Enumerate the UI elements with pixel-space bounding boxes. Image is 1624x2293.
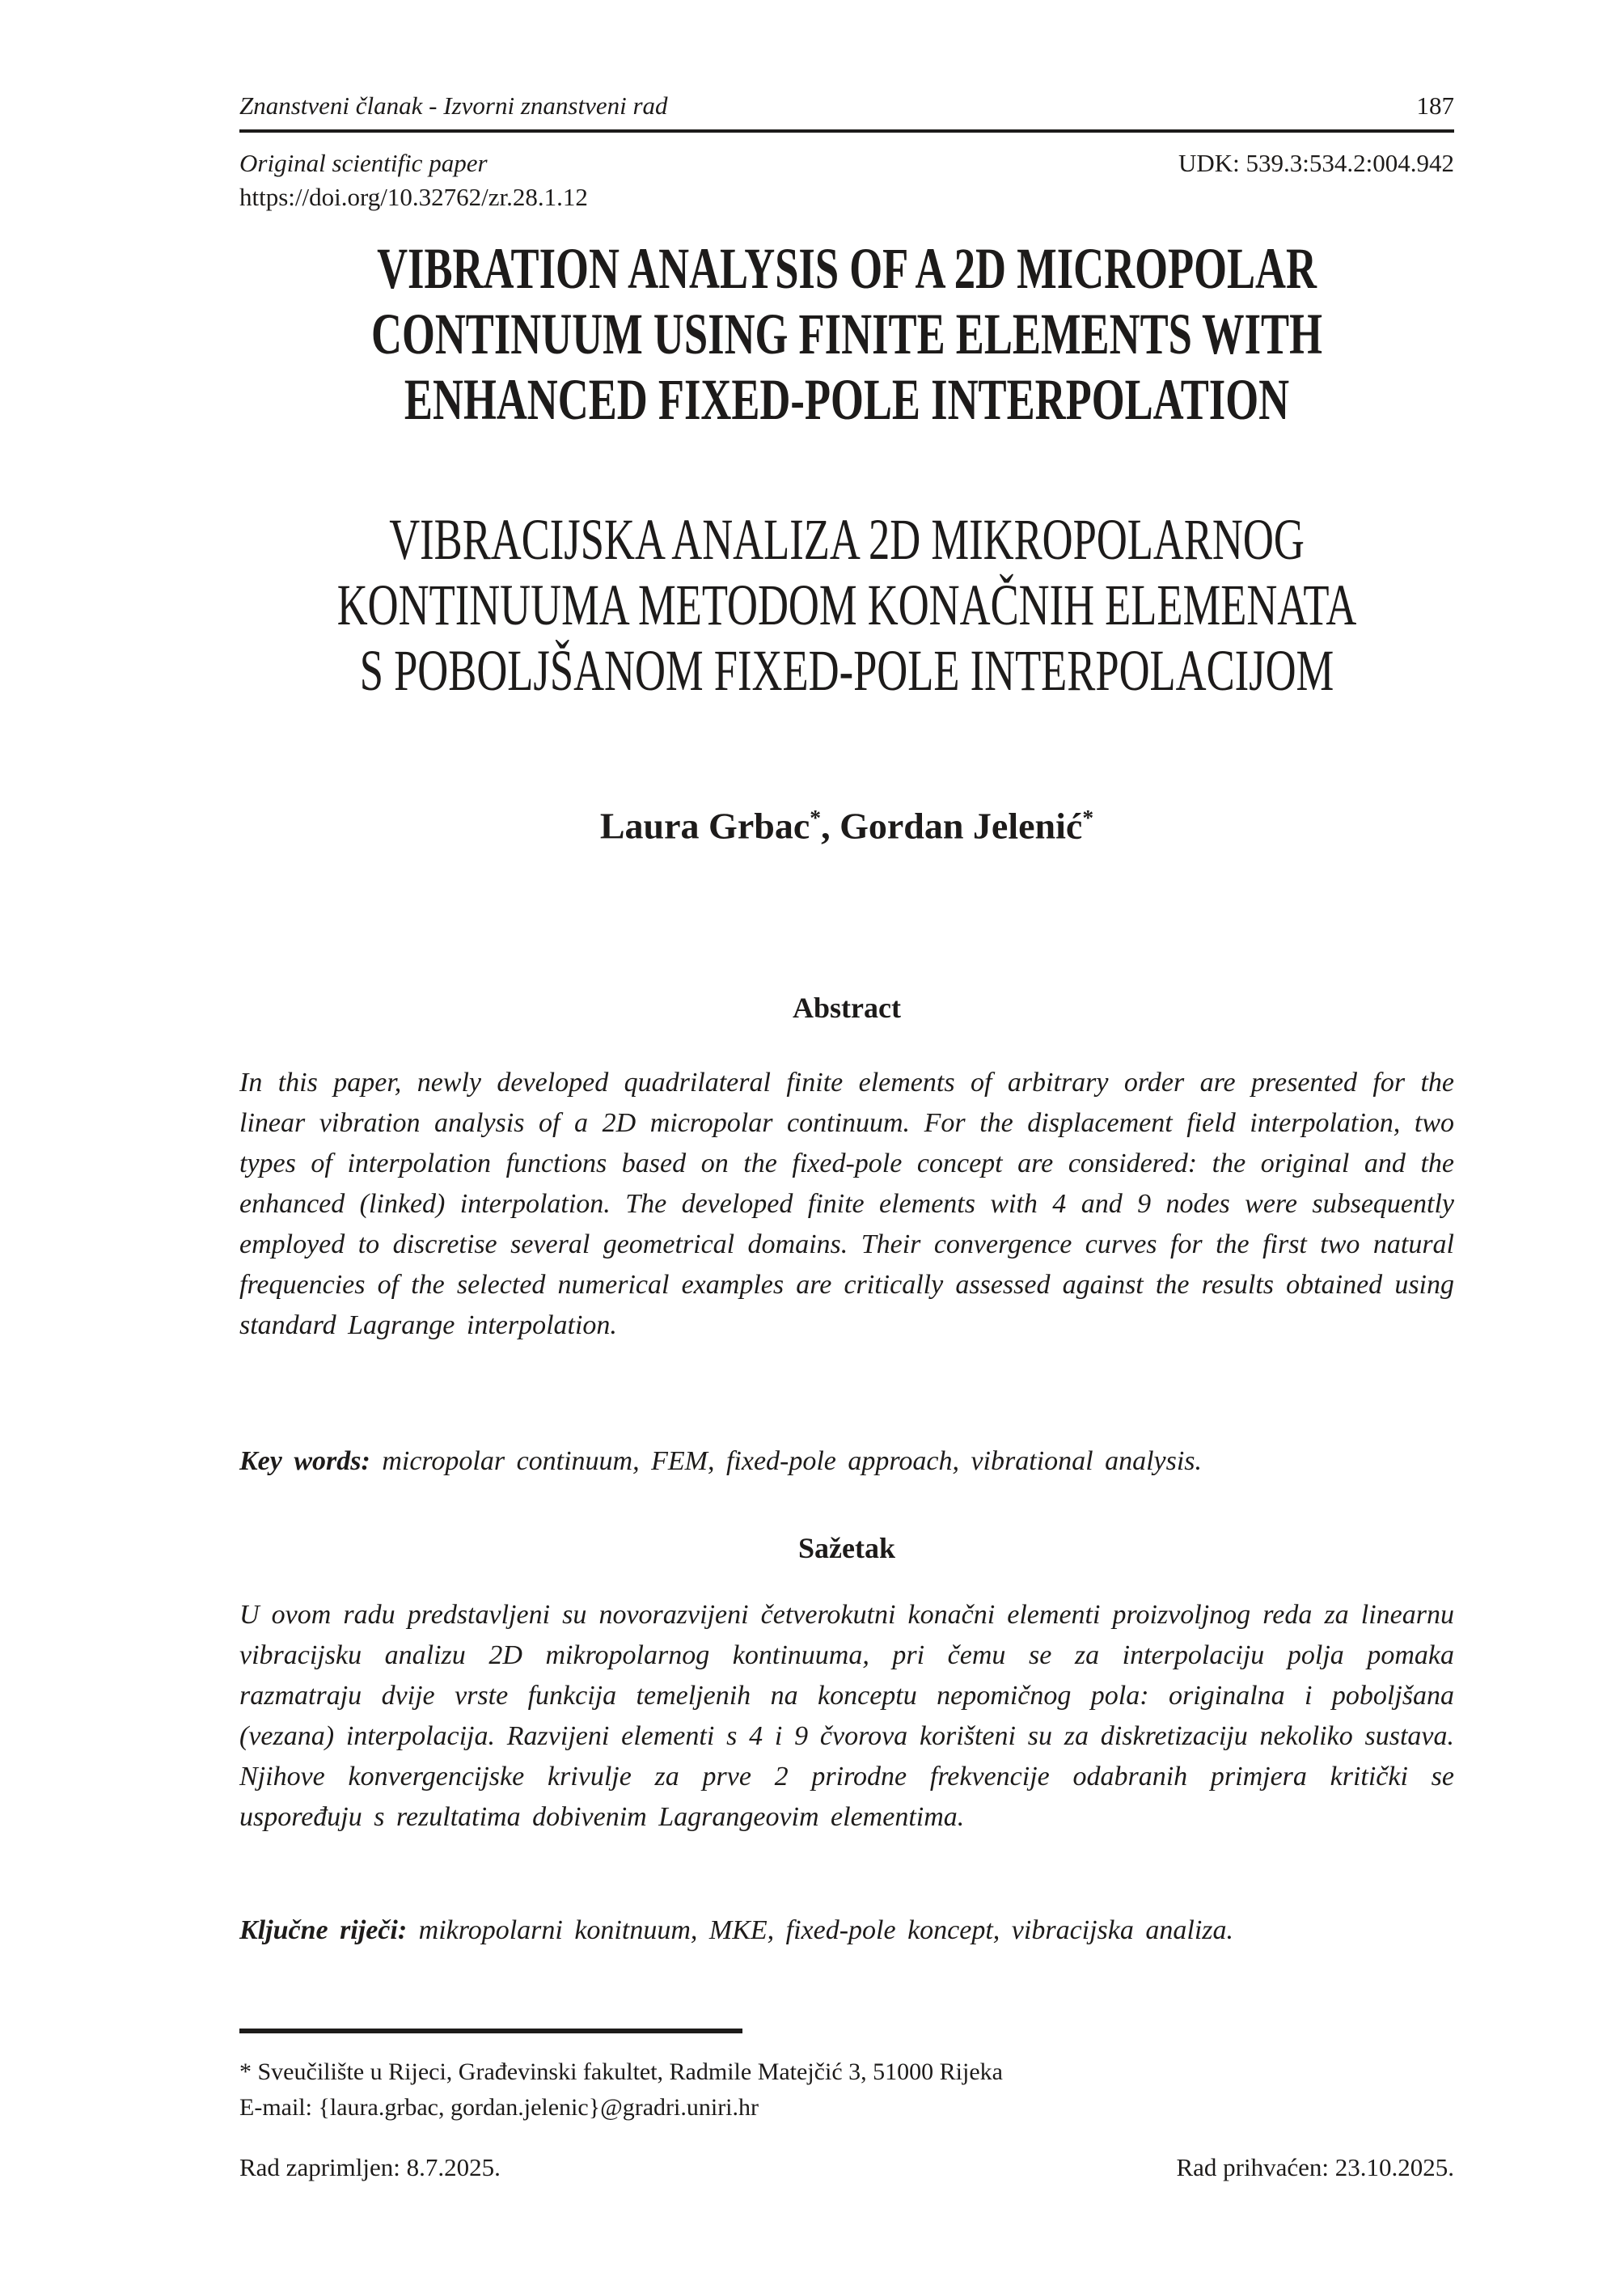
title-english-line-1: VIBRATION ANALYSIS OF A 2D MICROPOLAR	[377, 236, 1317, 301]
author-1: Laura Grbac	[599, 805, 810, 847]
authors-line	[239, 794, 1454, 849]
page-number: 187	[1416, 91, 1454, 120]
publication-info-row	[239, 147, 1454, 180]
title-english	[239, 236, 1454, 433]
title-english-line-3: ENHANCED FIXED-POLE INTERPOLATION	[404, 367, 1290, 432]
footnote-block	[239, 2054, 1454, 2126]
keywords-english-label: Key words:	[239, 1446, 370, 1476]
date-accepted: Rad prihvaćen: 23.10.2025.	[1176, 2153, 1454, 2181]
abstract-text: In this paper, newly developed quadrilateral finite elements of arbitrary order are presented for the linear vibration analysis of a 2D micropolar continuum. For the displacement field interpolation, two types of interpolation functions based on the fixed-pole concept are considered: the original and the enhanced (linked) interpolation. The developed finite elements with 4 and 9 nodes were subsequently employed to discretise several geometrical domains. Their convergence curves for the first two natural frequencies of the selected numerical examples are critically assessed against the results obtained using standard Lagrange interpolation.	[239, 1068, 1454, 1340]
title-croatian-line-1: VIBRACIJSKA ANALIZA 2D MIKROPOLARNOG	[389, 507, 1305, 572]
footnote-email: E-mail: {laura.grbac, gordan.jelenic}@gradri.uniri.hr	[239, 2094, 759, 2121]
keywords-english	[239, 1441, 1454, 1482]
sazetak-text: U ovom radu predstavljeni su novorazvijeni četverokutni konačni elementi proizvoljnog reda za linearnu vibracijsku analizu 2D mikropolarnog kontinuuma, pri čemu se za interpolaciju polja pomaka razmatraju dvije vrste funkcija temeljenih na konceptu nepomičnog pola: originalna i poboljšana (vezana) interpolacija. Razvijeni elementi s 4 i 9 čvorova korišteni su za diskretizaciju nekoliko sustava. Njihove konvergencijske krivulje za prve 2 prirodne frekvencije odabranih primjera kritički se uspoređuju s rezultatima dobivenim Lagrangeovim elementima.	[239, 1600, 1454, 1832]
author-2: , Gordan Jelenić	[821, 805, 1083, 847]
sazetak-heading: Sažetak	[798, 1532, 895, 1564]
paper-type-label: Original scientific paper	[239, 149, 488, 177]
doi-text: https://doi.org/10.32762/zr.28.1.12	[239, 183, 588, 211]
author-2-footnote-marker: *	[1082, 805, 1094, 830]
footnote-rule	[239, 2029, 742, 2033]
article-category: Znanstveni članak - Izvorni znanstveni rad	[239, 91, 668, 120]
date-received: Rad zaprimljen: 8.7.2025.	[239, 2153, 501, 2181]
keywords-croatian	[239, 1910, 1454, 1951]
title-croatian-line-3: S POBOLJŠANOM FIXED-POLE INTERPOLACIJOM	[359, 638, 1334, 703]
author-1-footnote-marker: *	[810, 805, 822, 830]
keywords-croatian-list: mikropolarni konitnuum, MKE, fixed-pole koncept, vibracijska analiza.	[407, 1915, 1233, 1945]
title-english-line-2: CONTINUUM USING FINITE ELEMENTS WITH	[370, 302, 1323, 366]
title-croatian-line-2: KONTINUUMA METODOM KONAČNIH ELEMENATA	[336, 573, 1357, 637]
footnote-affiliation: * Sveučilište u Rijeci, Građevinski fakultet, Radmile Matejčić 3, 51000 Rijeka	[239, 2058, 1003, 2085]
keywords-croatian-label: Ključne riječi:	[239, 1915, 408, 1945]
header-rule	[239, 129, 1454, 133]
running-header	[239, 91, 1454, 121]
dates-row	[239, 2151, 1454, 2184]
udk-code: UDK: 539.3:534.2:004.942	[1178, 149, 1454, 177]
title-croatian	[239, 507, 1454, 704]
keywords-english-list: micropolar continuum, FEM, fixed-pole approach, vibrational analysis.	[370, 1446, 1203, 1476]
abstract-heading: Abstract	[793, 992, 901, 1024]
